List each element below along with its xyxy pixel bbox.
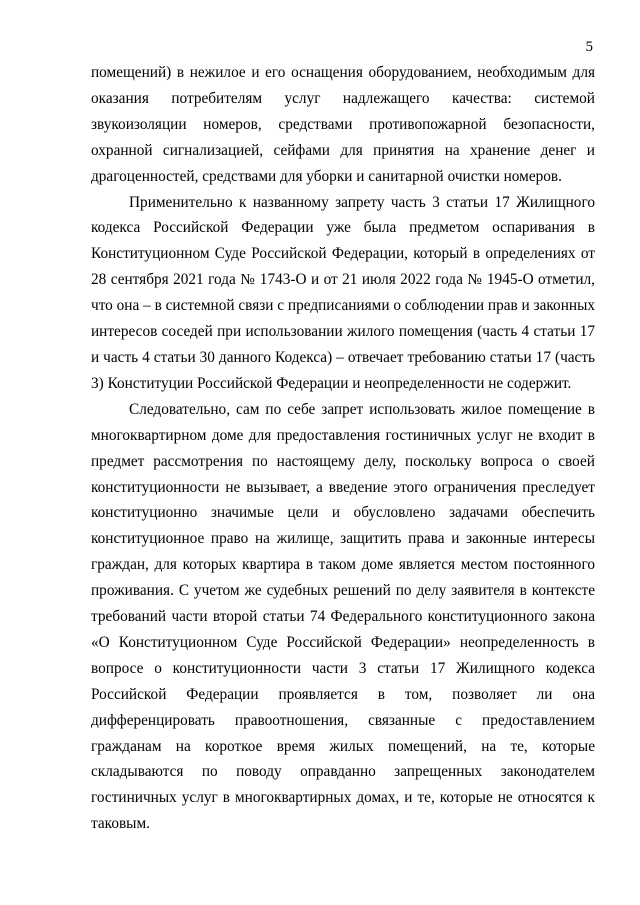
- paragraph-continuation: помещений) в нежилое и его оснащения оборудованием, необходимым для оказания потребителям услуг надлежащего качества: системой звукоизоляции номеров, средствами противопожарной безопасности, охранной сигнализацией, сейфами для принятия на хранение денег и драгоценностей, средствами для уборки и санитарной очистки номеров.: [91, 64, 595, 185]
- document-body: [91, 60, 595, 837]
- paragraph-conclusion: Следовательно, сам по себе запрет использовать жилое помещение в многоквартирном доме для предоставления гостиничных услуг не входит в предмет рассмотрения по настоящему делу, поскольку вопроса о своей конституционности не вызывает, а введение этого ограничения преследует конституционно значимые цели и обусловлено задачами обеспечить конституционное право на жилище, защитить права и законные интересы граждан, для которых квартира в таком доме является местом постоянного проживания. С учетом же судебных решений по делу заявителя в контексте требований части второй статьи 74 Федерального конституционного закона «О Конституционном Суде Российской Федерации» неопределенность в вопросе о конституционности части 3 статьи 17 Жилищного кодекса Российской Федерации проявляется в том, позволяет ли она дифференцировать правоотношения, связанные с предоставлением гражданам на короткое время жилых помещений, на те, которые складываются по поводу оправданно запрещенных законодателем гостиничных услуг в многоквартирных домах, и те, которые не относятся к таковым.: [91, 400, 595, 833]
- paragraph-housing-code-challenge: Применительно к названному запрету часть 3 статьи 17 Жилищного кодекса Российской Федерации уже была предметом оспаривания в Конституционном Суде Российской Федерации, который в определениях от 28 сентября 2021 года № 1743-О и от 21 июля 2022 года № 1945-О отметил, что она – в системной связи с предписаниями о соблюдении прав и законных интересов соседей при использовании жилого помещения (часть 4 статьи 17 и часть 4 статьи 30 данного Кодекса) – отвечает требованию статьи 17 (часть 3) Конституции Российской Федерации и неопределенности не содержит.: [91, 193, 596, 392]
- page-number: 5: [585, 39, 593, 55]
